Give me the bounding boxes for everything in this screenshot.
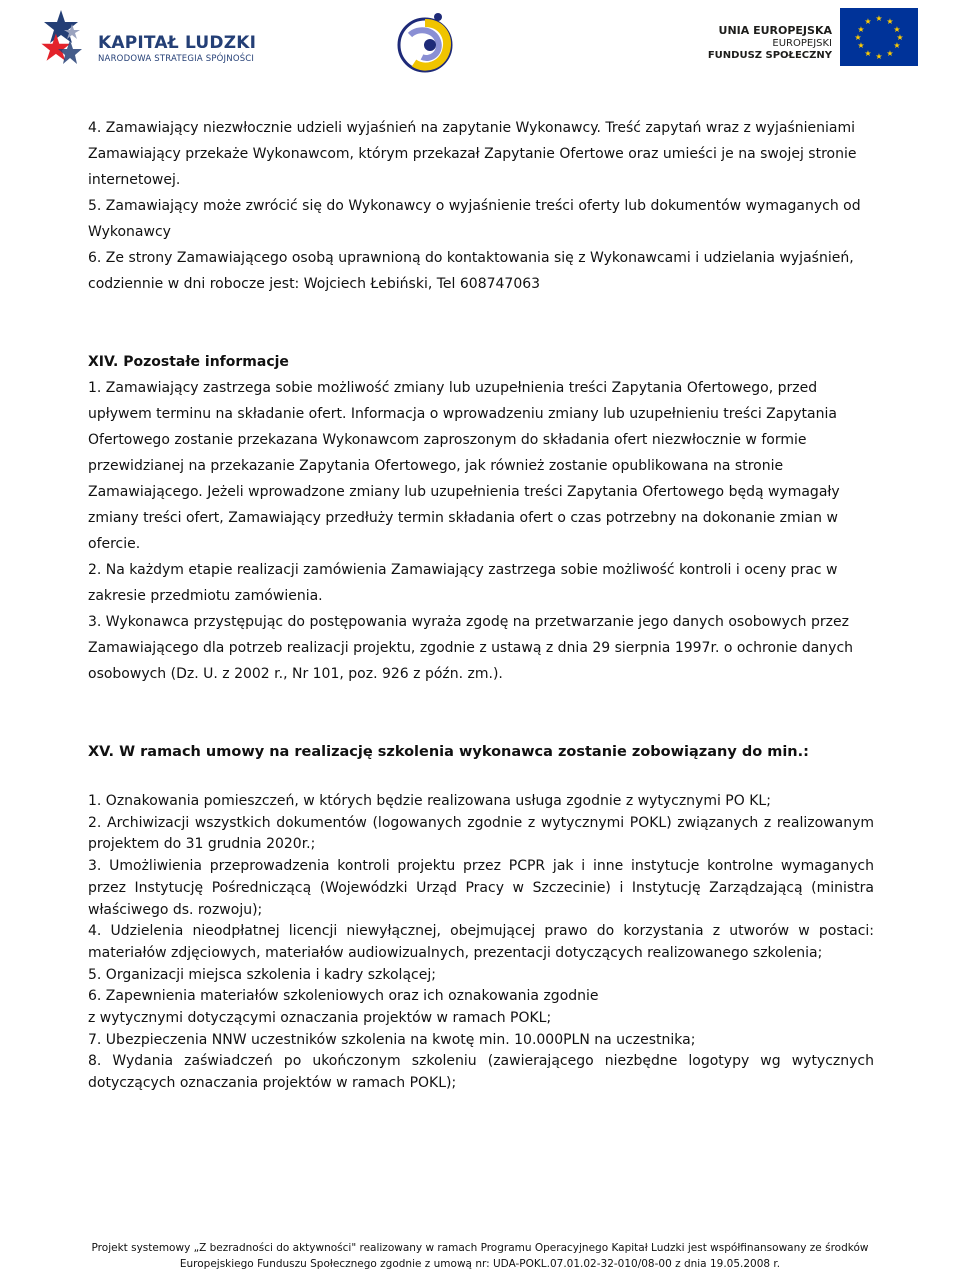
- list-item: 8. Wydania zaświadczeń po ukończonym szkoleniu (zawierającego niezbędne logotypy wg wytycznych dotyczących oznaczania projektów w ramach POKL);: [88, 1053, 874, 1092]
- list-item: z wytycznymi dotyczącymi oznaczania projektów w ramach POKL;: [88, 1010, 552, 1027]
- svg-text:★: ★: [886, 49, 894, 58]
- eu-subtitle: EUROPEJSKI: [772, 38, 832, 49]
- list-item: 5. Organizacji miejsca szkolenia i kadry szkolącej;: [88, 966, 436, 983]
- paragraph-4: 4. Zamawiający niezwłocznie udzieli wyjaśnień na zapytanie Wykonawcy. Treść zapytań wraz z wyjaśnieniami Zamawiający przekaże Wykonawcom, którym przekazał Zapytanie Ofertowe oraz umieści je na swojej stronie internetowej.: [88, 120, 857, 188]
- kapital-ludzki-stars-icon: [36, 6, 96, 76]
- document-body: [88, 115, 874, 1095]
- svg-text:★: ★: [864, 17, 872, 26]
- footer-line-2: Europejskiego Funduszu Społecznego zgodnie z umową nr: UDA-POKL.07.01.02-32-010/08-00 z dnia 19.05.2008 r.: [179, 1258, 781, 1270]
- kapital-ludzki-subtitle: NARODOWA STRATEGIA SPÓJNOŚCI: [98, 54, 255, 64]
- svg-text:★: ★: [893, 25, 901, 34]
- section-14-paragraph-2: 2. Na każdym etapie realizacji zamówienia Zamawiający zastrzega sobie możliwość kontroli i oceny prac w zakresie przedmiotu zamówienia.: [88, 562, 838, 604]
- list-item: 7. Ubezpieczenia NNW uczestników szkolenia na kwotę min. 10.000PLN na uczestnika;: [88, 1031, 696, 1048]
- svg-text:★: ★: [864, 49, 872, 58]
- section-14-title: XIV. Pozostałe informacje: [88, 354, 289, 370]
- list-item: 6. Zapewnienia materiałów szkoleniowych oraz ich oznakowania zgodnie: [88, 988, 599, 1005]
- page-footer: [0, 1240, 960, 1272]
- eu-logo: [660, 0, 920, 75]
- footer-line-1: Projekt systemowy „Z bezradności do aktywności" realizowany w ramach Programu Operacyjnego Kapitał Ludzki jest współfinansowany ze środków: [91, 1242, 869, 1254]
- page-header: [0, 0, 960, 90]
- svg-text:★: ★: [875, 14, 883, 23]
- paragraph-5: 5. Zamawiający może zwrócić się do Wykonawcy o wyjaśnienie treści oferty lub dokumentów wymaganych od Wykonawcy: [88, 198, 861, 240]
- project-swirl-icon: [380, 5, 470, 83]
- svg-text:★: ★: [857, 25, 865, 34]
- svg-text:★: ★: [857, 41, 865, 50]
- eu-title: UNIA EUROPEJSKA: [718, 24, 832, 37]
- eu-fund-name: FUNDUSZ SPOŁECZNY: [707, 50, 832, 61]
- svg-text:★: ★: [875, 52, 883, 61]
- list-item: 3. Umożliwienia przeprowadzenia kontroli projektu przez PCPR jak i inne instytucje kontrolne wymaganych przez Instytucję Pośredniczącą (Wojewódzki Urząd Pracy w Szczecinie) i Instytucję Zarządzającą (ministra właściwego ds. rozwoju);: [88, 858, 874, 918]
- section-14-paragraph-3: 3. Wykonawca przystępując do postępowania wyraża zgodę na przetwarzanie jego danych osobowych przez Zamawiającego dla potrzeb realizacji projektu, zgodnie z ustawą z dnia 29 sierpnia 1997r. o ochronie danych osobowych (Dz. U. z 2002 r., Nr 101, poz. 926 z późn. zm.).: [88, 614, 854, 682]
- project-logo: [380, 5, 470, 83]
- svg-text:★: ★: [886, 17, 894, 26]
- kapital-ludzki-title: KAPITAŁ LUDZKI: [98, 33, 257, 53]
- list-item: 1. Oznakowania pomieszczeń, w których będzie realizowana usługa zgodnie z wytycznymi PO KL;: [88, 793, 771, 809]
- svg-text:★: ★: [854, 33, 862, 42]
- section-14-paragraph-1: 1. Zamawiający zastrzega sobie możliwość zmiany lub uzupełnienia treści Zapytania Ofertowego, przed upływem terminu na składanie ofert. Informacja o wprowadzeniu zmiany lub uzupełnieniu treści Zapytania Ofertowego zostanie przekazana Wykonawcom zaproszonym do składania ofert niezwłocznie w formie przewidzianej na przekazanie Zapytania Ofertowego, jak również zostanie opublikowana na stronie Zamawiającego. Jeżeli wprowadzone zmiany lub uzupełnienia treści Zapytania Ofertowego będą wymagały zmiany treści ofert, Zamawiający przedłuży termin składania ofert o czas potrzebny na dokonanie zmian w ofercie.: [88, 380, 840, 552]
- list-item: 4. Udzielenia nieodpłatnej licencji niewyłącznej, obejmującej prawo do korzystania z utworów w postaci: materiałów zdjęciowych, materiałów audiowizualnych, prezentacji dotyczących realizowanego szkolenia;: [88, 923, 874, 961]
- kapital-ludzki-logo: [36, 6, 276, 76]
- svg-text:★: ★: [893, 41, 901, 50]
- list-item: 2. Archiwizacji wszystkich dokumentów (logowanych zgodnie z wytycznymi POKL) związanych z realizowanym projektem do 31 grudnia 2020r.;: [88, 814, 874, 853]
- section-15-title: XV. W ramach umowy na realizację szkolenia wykonawca zostanie zobowiązany do min.:: [88, 744, 809, 760]
- paragraph-6: 6. Ze strony Zamawiającego osobą uprawnioną do kontaktowania się z Wykonawcami i udzielania wyjaśnień, codziennie w dni robocze jest: Wojciech Łebiński, Tel 608747063: [88, 250, 854, 292]
- svg-text:★: ★: [896, 33, 904, 42]
- eu-flag-icon: [840, 8, 918, 66]
